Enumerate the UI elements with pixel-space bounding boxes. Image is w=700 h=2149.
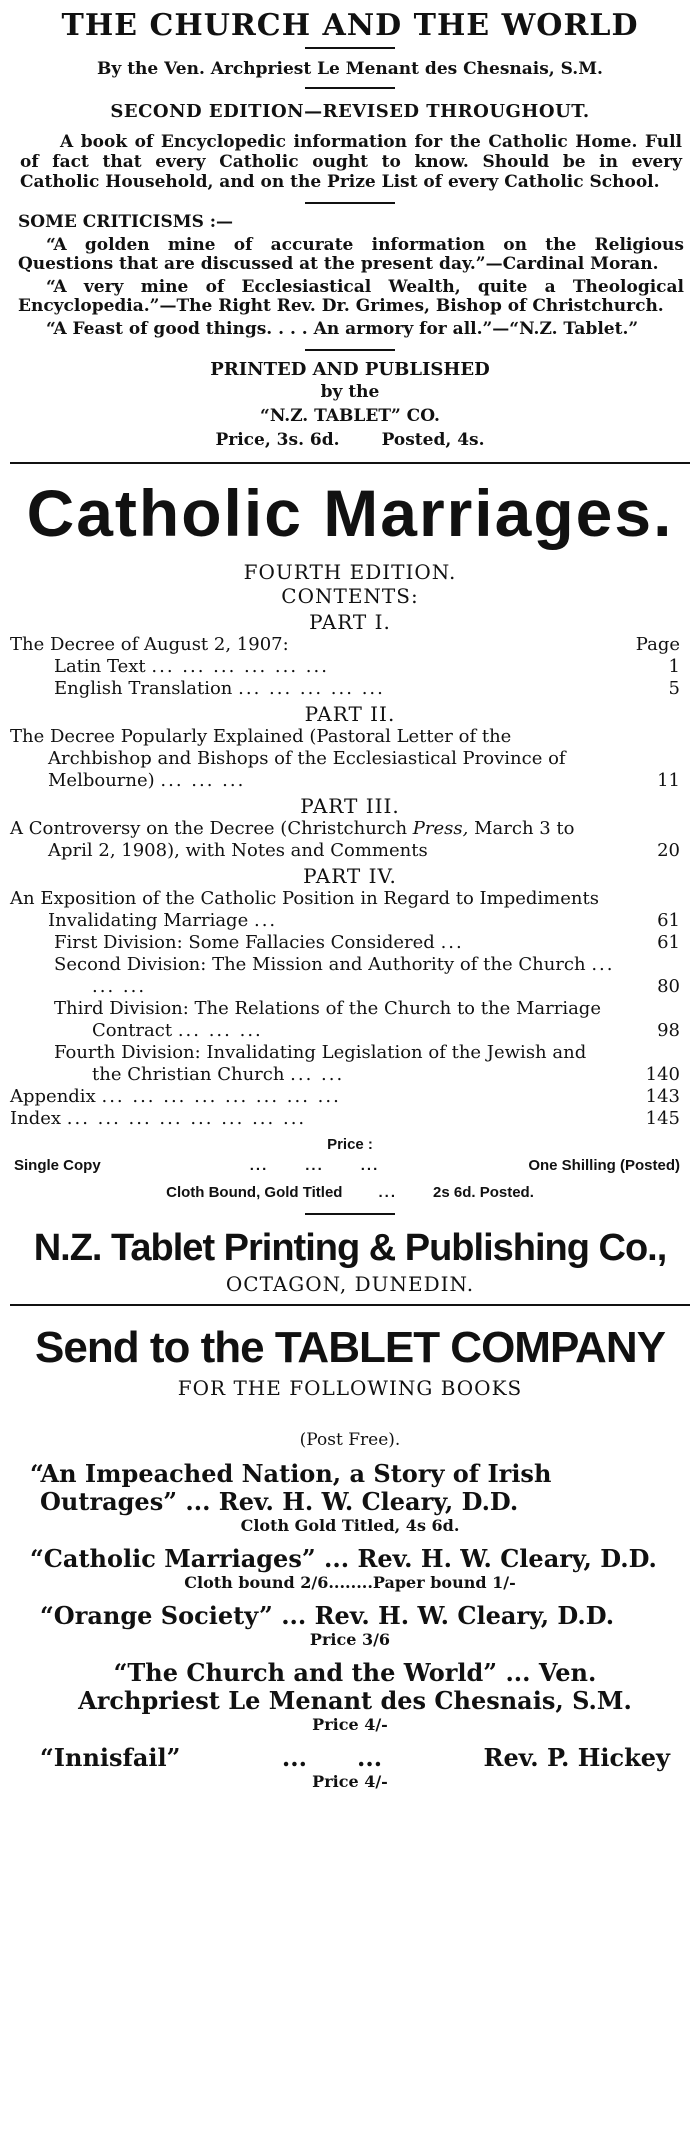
toc-text: A Controversy on the Decree (Christchurch Press, March 3 to April 2, 1908), with Notes and Comments [10,818,575,861]
cloth-bound-price: 2s 6d. Posted. [433,1184,534,1201]
toc-row: Second Division: The Mission and Authority of the Church ... ... ... 80 [10,954,690,998]
toc-row: Fourth Division: Invalidating Legislation of the Jewish and the Christian Church ... ... 140 [10,1042,690,1086]
book-note: Price 3/6 [309,1630,391,1649]
list-item: “The Church and the World” ... Ven. Archpriest Le Menant des Chesnais, S.M. Price 4/- [10,1659,690,1734]
ad1-byline: By the Ven. Archpriest Le Menant des Chesnais, S.M. [97,59,603,79]
tablet-company-ad [10,1227,690,1791]
ad1-posted: Posted, 4s. [381,430,485,450]
toc-text: Fourth Division: Invalidating Legislation of the Jewish and the Christian Church [54,1042,587,1085]
toc-row: Appendix ... ... ... ... ... ... ... ... 143 [10,1086,690,1108]
book-note: Price 4/- [312,1715,388,1734]
toc-page: 80 [657,976,680,997]
church-and-world-ad [10,8,690,450]
list-item: “An Impeached Nation, a Story of Irish Outrages” ... Rev. H. W. Cleary, D.D. Cloth Gold Titled, 4s 6d. [10,1460,690,1535]
part-heading: PART I. [309,610,391,634]
page-label: Page [635,634,680,655]
quote: “A very mine of Ecclesiastical Wealth, quite a Theological Encyclopedia.”—The Right Rev. Dr. Grimes, Bishop of Christchurch. [18,277,684,316]
price-heading: Price : [327,1136,373,1153]
ad1-price-line [10,430,690,450]
toc-text: The Decree of August 2, 1907: [10,634,289,655]
toc-page: 98 [657,1020,680,1041]
ad2-title: Catholic Marriages. [26,476,674,550]
book-author: Rev. H. W. Cleary, D.D. [218,1487,519,1516]
toc-row [10,634,690,656]
toc-text: Latin Text [54,656,146,677]
toc-page: 20 [657,840,680,861]
criticisms-heading: SOME CRITICISMS :— [18,212,234,232]
toc-text: Second Division: The Mission and Authority of the Church [54,954,586,975]
toc-row: An Exposition of the Catholic Position in Regard to Impediments Invalidating Marriage ... 61 [10,888,690,932]
toc-row: English Translation ... ... ... ... ... 5 [10,678,690,700]
divider [305,47,395,49]
list-item: “Catholic Marriages” ... Rev. H. W. Cleary, D.D. Cloth bound 2/6........Paper bound 1/- [10,1545,690,1592]
part-heading: PART II. [304,702,396,726]
toc-text: The Decree Popularly Explained (Pastoral Letter of the Archbishop and Bishops of the Ecclesiastical Province of Melbourne) [10,726,566,791]
toc-row: First Division: Some Fallacies Considered ... 61 [10,932,690,954]
cloth-bound-label: Cloth Bound, Gold Titled [166,1184,343,1201]
book-title: “Innisfail” [40,1743,181,1772]
single-copy-price: One Shilling (Posted) [528,1157,680,1174]
table-of-contents [10,610,690,1130]
section-divider [10,462,690,464]
book-note: Cloth bound 2/6........Paper bound 1/- [184,1573,516,1592]
toc-text: Appendix [10,1086,96,1107]
book-list [10,1460,690,1791]
book-author: Rev. H. W. Cleary, D.D. [357,1544,657,1573]
divider [305,1213,395,1215]
toc-page: 11 [657,770,680,791]
single-copy-label: Single Copy [14,1157,101,1174]
quote: “A golden mine of accurate information on the Religious Questions that are discussed at the present day.”—Cardinal Moran. [18,235,684,274]
toc-text: Third Division: The Relations of the Church to the Marriage Contract [54,998,601,1041]
book-author: Rev. H. W. Cleary, D.D. [314,1601,615,1630]
newspaper-ad-column [0,8,700,2149]
catholic-marriages-ad [10,470,690,1201]
toc-row [10,818,690,862]
toc-text: English Translation [54,678,233,699]
toc-text: Index [10,1108,62,1129]
contents-heading: CONTENTS: [281,584,419,608]
list-item: “Innisfail” ... ... Rev. P. Hickey Price 4/- [10,1744,690,1791]
following-books: FOR THE FOLLOWING BOOKS [177,1376,523,1400]
toc-page: 5 [668,678,680,699]
divider [305,87,395,89]
book-author: Rev. P. Hickey [483,1743,670,1772]
divider [305,202,395,204]
ad1-blurb: A book of Encyclopedic information for the Catholic Home. Full of fact that every Catholic ought to know. Should be in every Catholic Household, and on the Prize List of every Catholic School. [20,132,682,192]
by-the: by the [320,382,380,402]
book-title: “An Impeached Nation, a Story of Irish Outrages” [30,1459,552,1516]
toc-page: 145 [645,1108,680,1129]
toc-page: 61 [657,932,680,953]
post-free: (Post Free). [299,1430,401,1450]
book-title: “Catholic Marriages” [30,1544,316,1573]
publisher-company: “N.Z. TABLET” CO. [260,406,440,426]
toc-row: The Decree Popularly Explained (Pastoral Letter of the Archbishop and Bishops of the Ecclesiastical Province of Melbourne) ... ... ... 11 [10,726,690,792]
toc-row: Index ... ... ... ... ... ... ... ... 145 [10,1108,690,1130]
book-note: Cloth Gold Titled, 4s 6d. [240,1516,460,1535]
toc-page: 143 [645,1086,680,1107]
book-title: “Orange Society” [40,1601,273,1630]
part-heading: PART IV. [303,864,397,888]
ad2-edition: FOURTH EDITION. [243,560,457,584]
section-divider [10,1304,690,1306]
publisher-address: OCTAGON, DUNEDIN. [225,1272,475,1296]
cloth-bound-line: Cloth Bound, Gold Titled ... 2s 6d. Posted. [166,1184,534,1201]
toc-page: 140 [645,1064,680,1085]
ad1-title: THE CHURCH AND THE WORLD [61,8,639,43]
single-copy-line: Single Copy ... ... ... One Shilling (Posted) [14,1157,680,1174]
book-title: “The Church and the World” [113,1658,498,1687]
toc-page: 1 [668,656,680,677]
ad1-edition: SECOND EDITION—REVISED THROUGHOUT. [110,101,590,122]
ad1-price: Price, 3s. 6d. [215,430,340,450]
part-heading: PART III. [300,794,400,818]
list-item: “Orange Society” ... Rev. H. W. Cleary, D.D. Price 3/6 [10,1602,690,1649]
toc-text: An Exposition of the Catholic Position in Regard to Impediments Invalidating Marriage [10,888,599,931]
publisher-name: N.Z. Tablet Printing & Publishing Co., [33,1227,667,1269]
printed-published: PRINTED AND PUBLISHED [210,359,490,380]
toc-row: Third Division: The Relations of the Church to the Marriage Contract ... ... ... 98 [10,998,690,1042]
toc-page: 61 [657,910,680,931]
toc-text: First Division: Some Fallacies Considered [54,932,435,953]
book-author: Ven. Archpriest Le Menant des Chesnais, S.M. [78,1658,632,1715]
toc-row: Latin Text ... ... ... ... ... ... 1 [10,656,690,678]
quote: “A Feast of good things. . . . An armory for all.”—“N.Z. Tablet.” [46,319,639,339]
book-note: Price 4/- [312,1772,388,1791]
send-heading: Send to the TABLET COMPANY [35,1323,665,1372]
divider [305,349,395,351]
